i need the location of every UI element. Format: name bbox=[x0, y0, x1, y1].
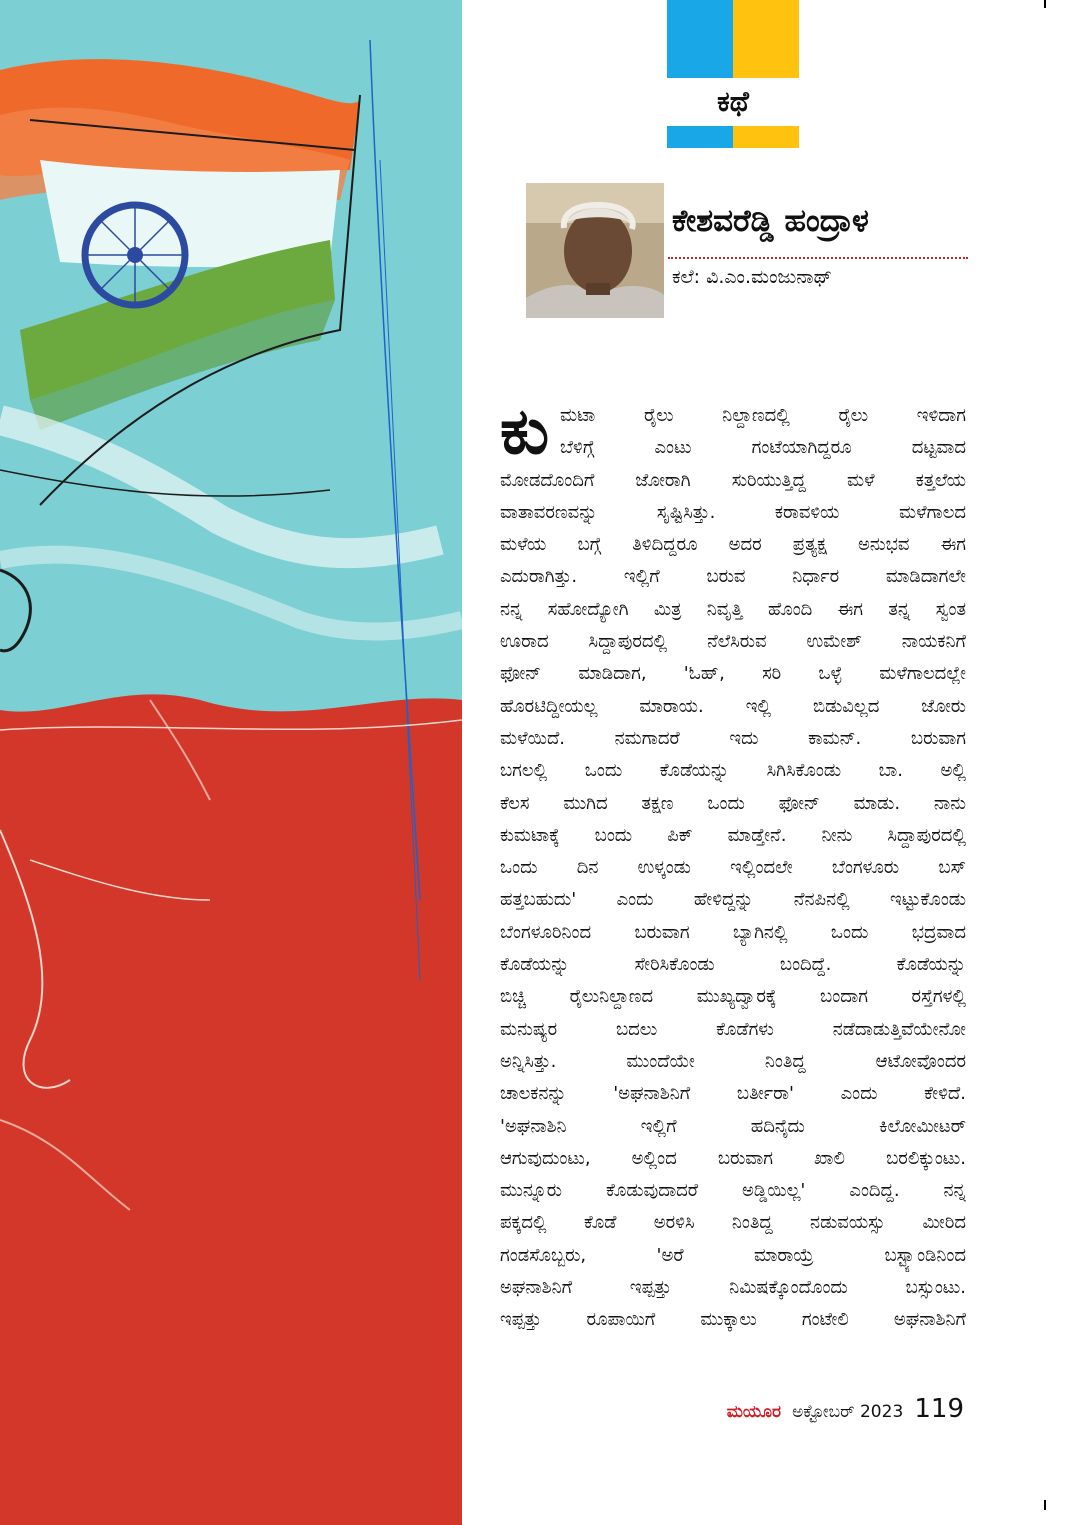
page-number: 119 bbox=[914, 1394, 964, 1424]
text-line: ಇಪ್ಪತ್ತು ರೂಪಾಯಿಗೆ ಮುಕ್ಕಾಲು ಗಂಟೇಲಿ ಅಘನಾಶಿನಿಗೆ bbox=[500, 1309, 966, 1331]
text-line: ಚಾಲಕನನ್ನು 'ಅಘನಾಶಿನಿಗೆ ಬರ್ತೀರಾ' ಎಂದು ಕೇಳಿದೆ. bbox=[500, 1083, 966, 1105]
text-line: ಮೋಡದೊಂದಿಗೆ ಜೋರಾಗಿ ಸುರಿಯುತ್ತಿದ್ದ ಮಳೆ ಕತ್ತಲೆಯ bbox=[500, 469, 966, 491]
text-line: ಊರಾದ ಸಿದ್ದಾಪುರದಲ್ಲಿ ನೆಲೆಸಿರುವ ಉಮೇಶ್ ನಾಯಕನಿಗೆ bbox=[500, 631, 966, 653]
text-line: ನನ್ನ ಸಹೋದ್ಯೋಗಿ ಮಿತ್ರ ನಿವೃತ್ತಿ ಹೊಂದಿ ಈಗ ತನ್ನ ಸ್ವಂತ bbox=[500, 598, 966, 620]
text-line: ಬೆಂಗಳೂರಿನಿಂದ ಬರುವಾಗ ಬ್ಯಾಗಿನಲ್ಲಿ ಒಂದು ಭದ್ರವಾದ bbox=[500, 921, 966, 943]
tag-color-block bbox=[733, 0, 799, 78]
drop-cap: ಕು bbox=[500, 395, 550, 469]
divider bbox=[668, 257, 968, 259]
text-line: ಬೆಳಿಗ್ಗೆ ಎಂಟು ಗಂಟೆಯಾಗಿದ್ದರೂ ದಟ್ಟವಾದ bbox=[560, 437, 966, 459]
text-line: ಮಳೆಯಿದೆ. ನಮಗಾದರೆ ಇದು ಕಾಮನ್. ಬರುವಾಗ bbox=[500, 727, 966, 749]
text-line: ಮುನ್ನೂರು ಕೊಡುವುದಾದರೆ ಅಡ್ಡಿಯಿಲ್ಲ' ಎಂದಿದ್ದ. ನನ್ನ bbox=[500, 1180, 966, 1202]
text-line: ಗಂಡಸೊಬ್ಬರು, 'ಅರೆ ಮಾರಾಯ್ರೆ ಬಸ್ಟ್ಯಾಂಡಿನಿಂದ bbox=[500, 1244, 966, 1266]
crop-mark bbox=[1044, 0, 1046, 8]
crop-mark bbox=[1044, 1500, 1046, 1510]
text-line: ಮನುಷ್ಯರ ಬದಲು ಕೊಡೆಗಳು ನಡೆದಾಡುತ್ತಿವೆಯೇನೋ bbox=[500, 1018, 966, 1040]
page-footer bbox=[700, 1394, 964, 1424]
illustration-credit: ಕಲೆ: ವಿ.ಎಂ.ಮಂಜುನಾಥ್ bbox=[672, 266, 833, 288]
tag-color-block bbox=[733, 126, 799, 148]
text-line: ಫೋನ್ ಮಾಡಿದಾಗ, 'ಓಹ್, ಸರಿ ಒಳ್ಳೆ ಮಳೆಗಾಲದಲ್ಲೇ bbox=[500, 663, 966, 685]
text-line: ಅನ್ನಿಸಿತ್ತು. ಮುಂದೆಯೇ ನಿಂತಿದ್ದ ಆಟೋವೊಂದರ bbox=[500, 1050, 966, 1072]
story-body bbox=[500, 395, 966, 1337]
text-line: ಆಗುವುದುಂಟು, ಅಲ್ಲಿಂದ ಬರುವಾಗ ಖಾಲಿ ಬರಲಿಕ್ಕುಂಟು. bbox=[500, 1147, 966, 1169]
text-line: ಮಳೆಯ ಬಗ್ಗೆ ತಿಳಿದಿದ್ದರೂ ಅದರ ಪ್ರತ್ಯಕ್ಷ ಅನುಭವ ಈಗ bbox=[500, 534, 966, 556]
author-name: ಕೇಶವರೆಡ್ಡಿ ಹಂದ್ರಾಳ bbox=[672, 203, 869, 239]
text-line: ಪಕ್ಕದಲ್ಲಿ ಕೊಡೆ ಅರಳಿಸಿ ನಿಂತಿದ್ದ ನಡುವಯಸ್ಸು ಮೀರಿದ bbox=[500, 1212, 966, 1234]
text-line: ಹೊರಟಿದ್ದೀಯಲ್ಲ ಮಾರಾಯ. ಇಲ್ಲಿ ಬಿಡುವಿಲ್ಲದ ಜೋರು bbox=[500, 695, 966, 717]
text-line: ಹತ್ತಬಹುದು' ಎಂದು ಹೇಳಿದ್ದನ್ನು ನೆನಪಿನಲ್ಲಿ ಇಟ್ಟುಕೊಂಡು bbox=[500, 889, 966, 911]
author-photo bbox=[526, 183, 664, 318]
magazine-brand: ಮಯೂರ bbox=[726, 1402, 781, 1422]
text-line: ಮಟಾ ರೈಲು ನಿಲ್ದಾಣದಲ್ಲಿ ರೈಲು ಇಳಿದಾಗ bbox=[560, 405, 966, 426]
text-line: ವಾತಾವರಣವನ್ನು ಸೃಷ್ಟಿಸಿತ್ತು. ಕರಾವಳಿಯ ಮಳೆಗಾಲದ bbox=[500, 501, 966, 523]
text-line: 'ಅಘನಾಶಿನಿ ಇಲ್ಲಿಗೆ ಹದಿನೈದು ಕಿಲೋಮೀಟರ್ bbox=[500, 1115, 966, 1137]
text-line: ಒಂದು ದಿನ ಉಳ್ಕಂಡು ಇಲ್ಲಿಂದಲೇ ಬೆಂಗಳೂರು ಬಸ್ bbox=[500, 857, 966, 879]
section-label: ಕಥೆ bbox=[717, 85, 749, 118]
text-line: ಅಘನಾಶಿನಿಗೆ ಇಪ್ಪತ್ತು ನಿಮಿಷಕ್ಕೊಂದೊಂದು ಬಸ್ಸುಂಟು. bbox=[500, 1277, 966, 1299]
issue-date: ಅಕ್ಟೋಬರ್ 2023 bbox=[792, 1402, 904, 1422]
tag-color-block bbox=[667, 126, 733, 148]
text-line: ಎದುರಾಗಿತ್ತು. ಇಲ್ಲಿಗೆ ಬರುವ ನಿರ್ಧಾರ ಮಾಡಿದಾಗಲೇ bbox=[500, 566, 966, 588]
section-tag bbox=[667, 0, 799, 148]
text-line: ಬಿಚ್ಚಿ ರೈಲುನಿಲ್ದಾಣದ ಮುಖ್ಯದ್ವಾರಕ್ಕೆ ಬಂದಾಗ ರಸ್ತೆಗಳಲ್ಲಿ bbox=[500, 986, 966, 1008]
text-line: ಕುಮಟಾಕ್ಕೆ ಬಂದು ಪಿಕ್ ಮಾಡ್ತೇನೆ. ನೀನು ಸಿದ್ದಾಪುರದಲ್ಲಿ bbox=[500, 824, 966, 846]
tag-color-block bbox=[667, 0, 733, 78]
flag-illustration bbox=[0, 0, 462, 1525]
text-line: ಬಗಲಲ್ಲಿ ಒಂದು ಕೊಡೆಯನ್ನು ಸಿಗಿಸಿಕೊಂಡು ಬಾ. ಅಲ್ಲಿ bbox=[500, 760, 966, 782]
text-line: ಕೆಲಸ ಮುಗಿದ ತಕ್ಷಣ ಒಂದು ಫೋನ್ ಮಾಡು. ನಾನು bbox=[500, 792, 966, 814]
text-line: ಕೊಡೆಯನ್ನು ಸೇರಿಸಿಕೊಂಡು ಬಂದಿದ್ದೆ. ಕೊಡೆಯನ್ನು bbox=[500, 954, 966, 976]
